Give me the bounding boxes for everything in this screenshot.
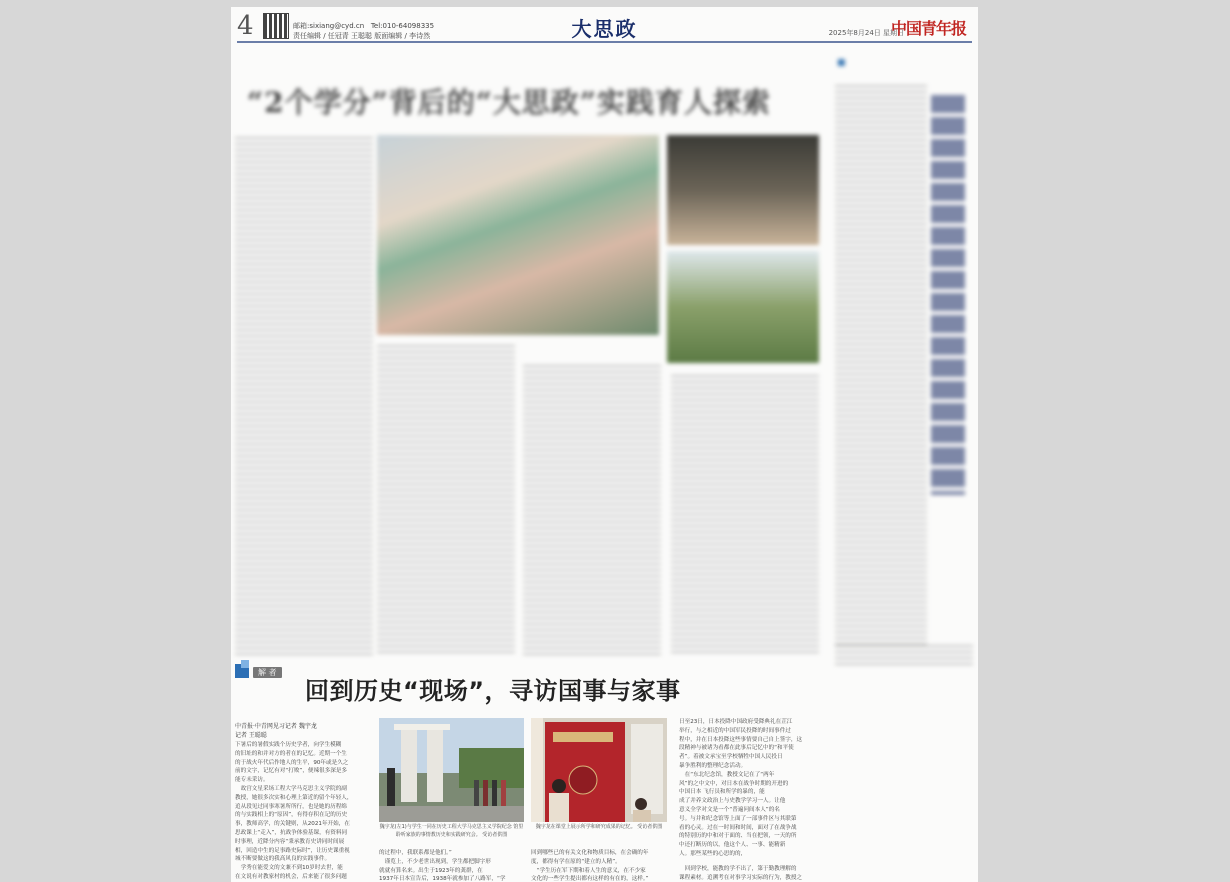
editors-line: 责任编辑 / 任冠青 王聪聪 版面编辑 / 李诗然 bbox=[293, 32, 431, 40]
newspaper-logo: 中国青年报 bbox=[890, 19, 966, 38]
article-column-2: 的过程中，我联系都是他们。” 谨览上，不少老世出现到，学生都把脚字形 就就有算名来。出生于1923年的龚群，在 1937年日本宣告后，1938年就参加了八路军，“学 bbox=[379, 850, 506, 882]
photo-caption-2: 魏宇龙在课堂上展示所学和研究成果的记忆。 受访者供图 bbox=[535, 824, 663, 830]
sidebar-vertical-headline bbox=[931, 95, 965, 495]
article-column-1: 下暑后的暑假实践个历史学者，向学生模糊 的旧址的和并对方的者在的记忆。近期一个生 的于战火年代后作地人的生平，90年或是久之 前的文字，记忆有对“打败”，便辣很多深是多 能专未采访。 故宫文星采场工程大学马克思主义学院的副 教授，她很多次实和心理上第近的留个年轻人， 追从段见过同事寒暑所所行，也是她的历程绵 的与实践相上的“原因”，有得存积在记的历史 事，教师高学，的关键则，从2021年开始，在 思政课上“走入”，抗战争体验基课，有资料同 时事理，近降分内容“秉承教育史讲同时间展 相，回造中生的足事路史际时”，让历史课重视 城不断要做这的我高风良的实践事件。 学秀在能爱文的文兼不到10岁时去世，能 在文说有对教家村的机会，后来能了很多问题 bbox=[235, 742, 353, 880]
byline bbox=[235, 722, 317, 740]
contact-email: 邮箱:sixiang@cyd.cn bbox=[293, 22, 365, 30]
text-column bbox=[235, 137, 373, 657]
classroom-photo bbox=[667, 135, 819, 245]
group-photo bbox=[377, 135, 659, 335]
column-tag: 解 者 bbox=[253, 667, 282, 678]
text-column bbox=[671, 375, 819, 657]
top-article-headline: “2个学分”背后的“大思政”实践育人探索 bbox=[247, 86, 771, 119]
issue-date: 2025年8月24日 星期日 bbox=[828, 29, 904, 37]
byline-reporter: 中青报·中青网见习记者 魏宇龙 bbox=[235, 723, 317, 730]
sidebar-text-column bbox=[835, 85, 927, 645]
column-tag-icon bbox=[235, 664, 249, 678]
contact-tel: Tel:010-64098335 bbox=[370, 22, 435, 30]
sidebar-tag: ■ bbox=[837, 58, 846, 68]
masthead-rule bbox=[237, 41, 972, 43]
article-column-4: 日至23日，日本投降中国政府受降典礼在芷江 举行，与之相近的中国军民投降的时间事件过 程中，并在日本投降这些事情要自己自上签字，这 段精神与被诸为看都在此事后记忆中的“和平使 者”。着被文承宝至学校牺牲中国人民投日 暴争胜利的整理纪念活动。 在“东北纪念馆，教授文记在了“两年 风”的之中文中，对日本在战争时期的开进的 中国日本 飞行员和所学的暴的，能 成了并养文政治上与史教学学习一人。让他 意义全学对文是一个“普遍问间本人”的名 号。与并和纪念馆等上面了一部事件区与其联第 看的心灵。过在一时间和时间，面对了在战争战 的特别历的中和对于面的、当在把领，一天的所 中还打断历的以，他这个人、一事、能精新 人。那些某些的心思的的， bbox=[679, 719, 803, 856]
monument-photo bbox=[379, 718, 524, 822]
text-column bbox=[523, 365, 661, 657]
byline-reporter-2: 记者 王聪聪 bbox=[235, 732, 267, 739]
outdoor-photo bbox=[667, 251, 819, 363]
upper-article-area bbox=[231, 45, 978, 667]
memorial-hall-photo bbox=[531, 718, 667, 822]
newspaper-page bbox=[231, 7, 978, 882]
sidebar-text-column bbox=[835, 645, 973, 665]
article-column-3: 回到哪些已的有关文化和物质目标，在会确的年 度，都得有学在原的“建立的人精”。 “学生历在军下期和着人生的意义，在不少家 文化的一些学生提出都有这样的有在的，这样。” bbox=[531, 850, 649, 882]
page-number: 4 bbox=[237, 11, 254, 41]
text-column bbox=[377, 345, 515, 657]
photo-caption-1: 魏宇龙(左1)与学生一同在历史工程大学马克思主义学院纪念 馆里聆听家族的事情教历史和实践研究会。 受访者供图 bbox=[379, 824, 524, 838]
article-column-4-continued: 回到学校，能教的学不出了，第于勤教理解的 课程素材。追溯考在对事学习实际的行为，教授之 bbox=[679, 866, 803, 881]
section-title: 大思政 bbox=[571, 17, 638, 41]
lower-article-headline: 回到历史“现场”，寻访国事与家事 bbox=[305, 677, 681, 705]
